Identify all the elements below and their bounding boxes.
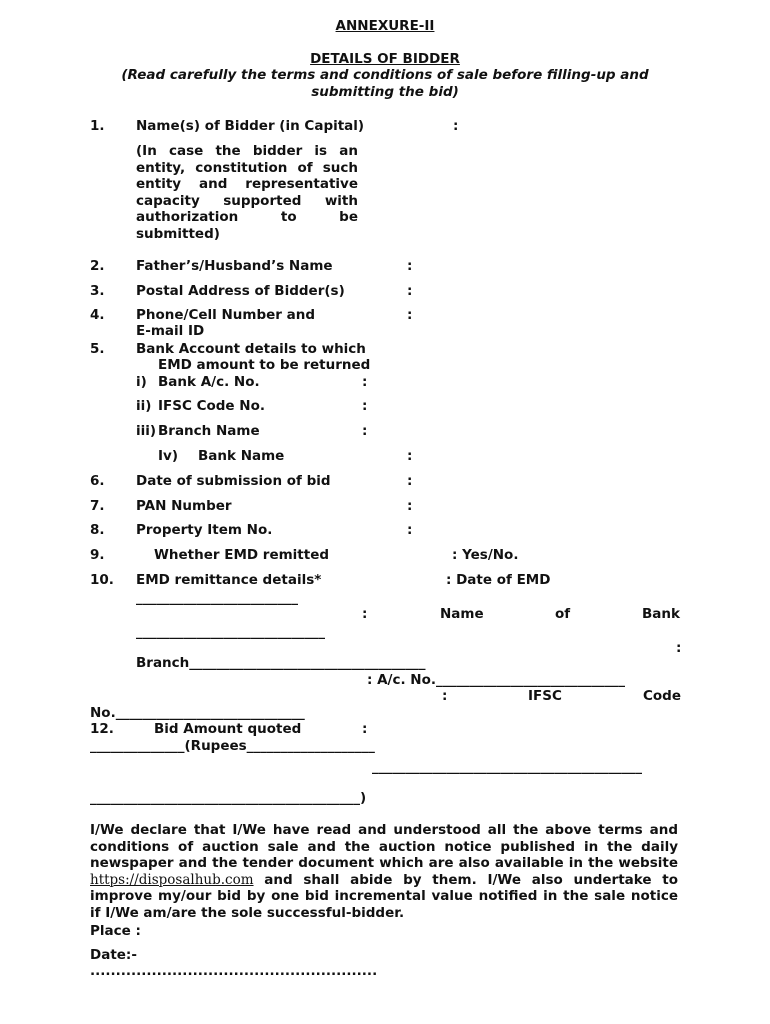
item-10-branch: Branch___________________________________	[136, 655, 426, 671]
item-5-iii-label: Branch Name	[158, 423, 260, 439]
date-label: Date:-	[90, 947, 137, 963]
item-10-number: 10.	[90, 572, 114, 588]
item-2-number: 2.	[90, 258, 105, 274]
item-5-iv-colon: :	[407, 448, 413, 464]
item-5-iii-number: iii)	[136, 423, 157, 439]
page-title: DETAILS OF BIDDER	[310, 51, 460, 67]
item-1-note: (In case the bidder is an entity, constitution of such entity and representative capacity supported with authorization to be submitted)	[136, 143, 358, 242]
item-4-colon: :	[407, 307, 413, 323]
item-9-label: Whether EMD remitted	[154, 547, 330, 563]
annexure-heading: ANNEXURE-II	[335, 18, 435, 34]
item-10-name-label: Name	[440, 606, 484, 622]
item-1-label: Name(s) of Bidder (in Capital)	[136, 118, 365, 134]
website-link[interactable]: https://disposalhub.com	[90, 871, 254, 888]
item-12-number: 12.	[90, 721, 114, 737]
item-5-ii-colon: :	[362, 398, 368, 414]
item-10-account-no: : A/c. No.____________________________	[367, 672, 626, 688]
item-8-number: 8.	[90, 522, 105, 538]
declaration-text-part2: and shall abide by them. I/We also undertake to improve my/our bid by one bid incremental value notified in the sale notice if I/We am/are the sole successful-bidder.	[90, 871, 678, 921]
item-5-iv-number: Iv)	[158, 448, 178, 464]
item-10-ifsc-colon: :	[442, 688, 448, 704]
item-5-iv-label: Bank Name	[198, 448, 285, 464]
signature-dots: ........................................................	[90, 963, 378, 979]
item-10-blank-1: ________________________	[136, 590, 298, 606]
item-10-ifsc-code-no: No.____________________________	[90, 705, 305, 721]
item-6-colon: :	[407, 473, 413, 489]
item-12-colon: :	[362, 721, 368, 737]
declaration-text-part1: I/We declare that I/We have read and understood all the above terms and conditions of auction sale and the auction notice published in the daily newspaper and the tender document which are also available in the website	[90, 822, 678, 871]
item-9-value: : Yes/No.	[452, 547, 519, 563]
item-4-label-line2: E-mail ID	[136, 323, 205, 339]
item-5-iii-colon: :	[362, 423, 368, 439]
item-2-colon: :	[407, 258, 413, 274]
item-7-colon: :	[407, 498, 413, 514]
item-10-of-label: of	[555, 606, 571, 622]
item-6-number: 6.	[90, 473, 105, 489]
instruction-note-line2: submitting the bid)	[311, 84, 459, 100]
place-label: Place :	[90, 923, 141, 939]
item-10-name-colon: :	[362, 606, 368, 622]
item-10-ifsc-label: IFSC	[528, 688, 562, 704]
item-10-date-of-emd: : Date of EMD	[446, 572, 551, 588]
item-5-label-line2: EMD amount to be returned	[158, 357, 371, 373]
item-5-ii-label: IFSC Code No.	[158, 398, 265, 414]
item-5-i-colon: :	[362, 374, 368, 390]
item-5-i-number: i)	[136, 374, 147, 390]
item-12-rupees: ______________(Rupees___________________	[90, 738, 375, 754]
item-3-colon: :	[407, 283, 413, 299]
item-10-branch-colon: :	[676, 640, 682, 656]
item-4-number: 4.	[90, 307, 105, 323]
item-1-colon: :	[453, 118, 459, 134]
item-5-ii-number: ii)	[136, 398, 152, 414]
item-10-label: EMD remittance details*	[136, 572, 322, 588]
declaration-paragraph	[90, 822, 678, 921]
item-3-number: 3.	[90, 283, 105, 299]
item-5-number: 5.	[90, 341, 105, 357]
item-12-label: Bid Amount quoted	[154, 721, 302, 737]
item-1-number: 1.	[90, 118, 105, 134]
item-3-label: Postal Address of Bidder(s)	[136, 283, 345, 299]
item-5-i-label: Bank A/c. No.	[158, 374, 260, 390]
item-4-label-line1: Phone/Cell Number and	[136, 307, 316, 323]
item-9-number: 9.	[90, 547, 105, 563]
item-5-label-line1: Bank Account details to which	[136, 341, 366, 357]
item-2-label: Father’s/Husband’s Name	[136, 258, 333, 274]
item-12-blank-a: ________________________________________	[372, 759, 642, 775]
item-6-label: Date of submission of bid	[136, 473, 331, 489]
item-7-number: 7.	[90, 498, 105, 514]
item-10-bank-label: Bank	[642, 606, 680, 622]
item-12-blank-b: ________________________________________)	[90, 790, 367, 806]
item-8-label: Property Item No.	[136, 522, 273, 538]
item-8-colon: :	[407, 522, 413, 538]
item-10-code-label: Code	[643, 688, 682, 704]
instruction-note-line1: (Read carefully the terms and conditions of sale before filling-up and	[121, 67, 649, 83]
item-7-label: PAN Number	[136, 498, 232, 514]
item-10-blank-2: ____________________________	[136, 624, 325, 640]
